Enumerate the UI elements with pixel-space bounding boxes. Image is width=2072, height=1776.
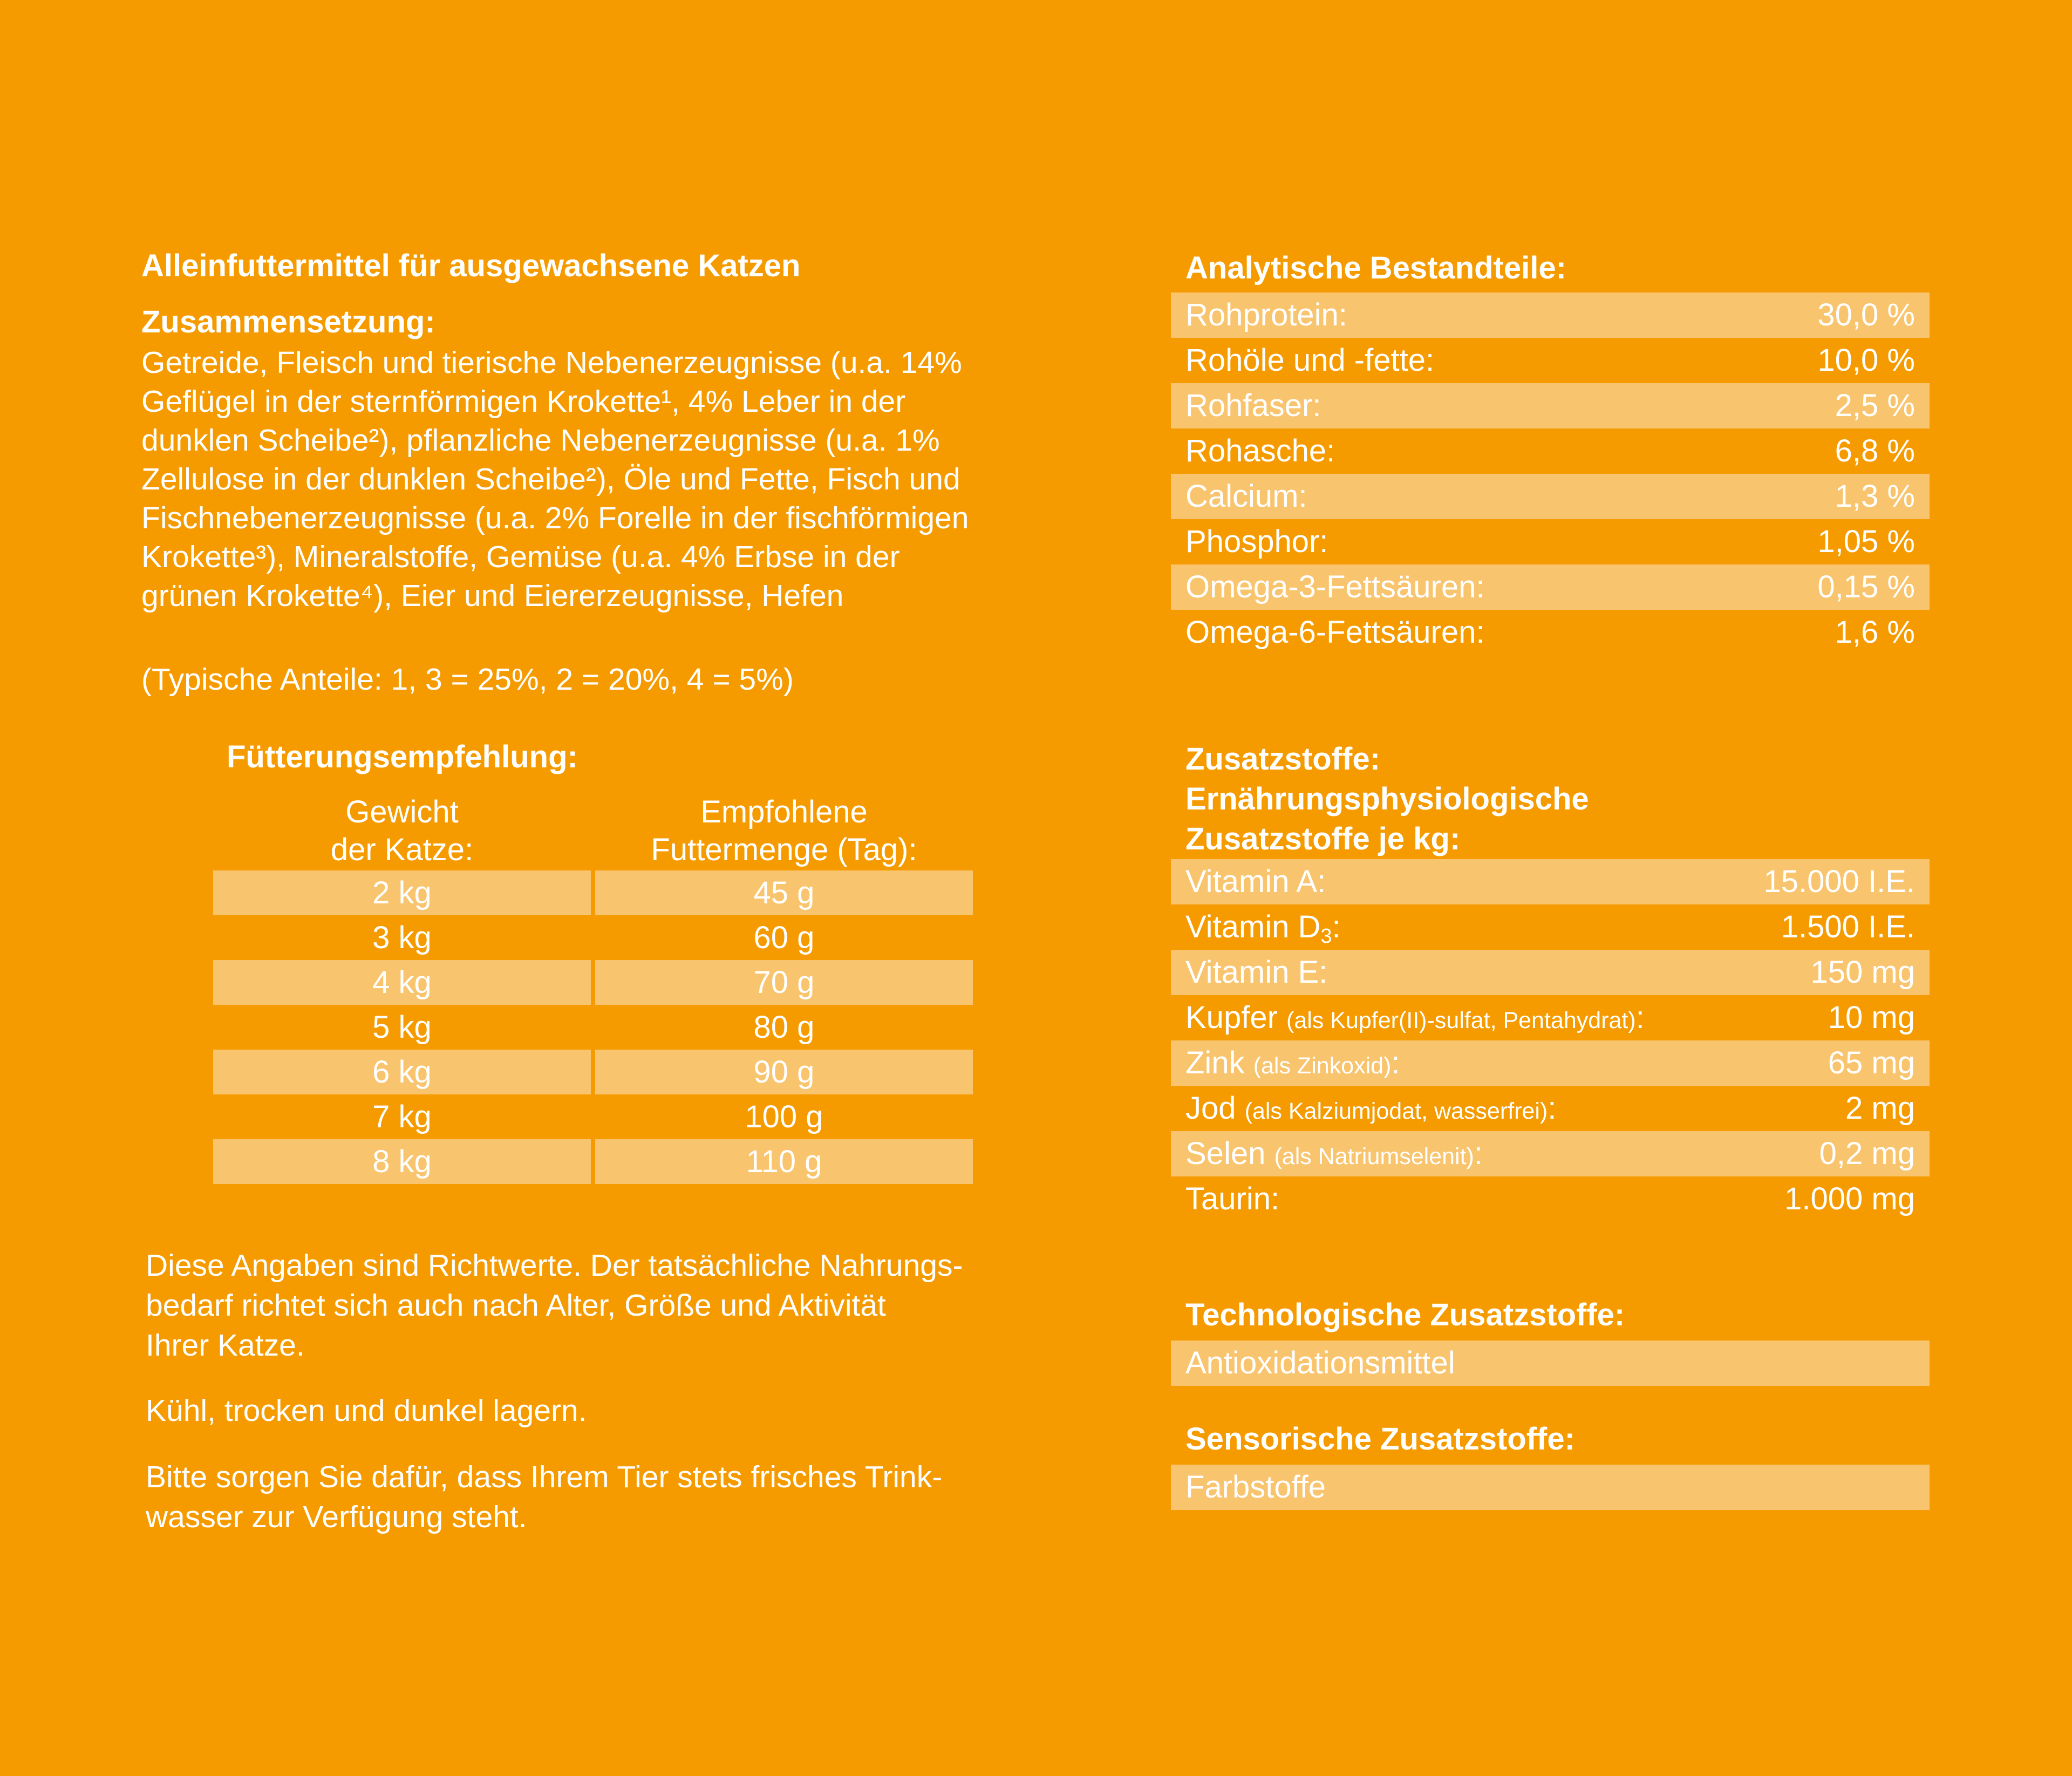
storage-note: Kühl, trocken und dunkel lagern.	[146, 1393, 587, 1428]
analytic-value: 2,5 %	[1835, 388, 1915, 423]
composition-line: Zellulose in der dunklen Scheibe²), Öle und Fette, Fisch und	[141, 462, 960, 496]
additive-label: Taurin:	[1185, 1181, 1280, 1216]
additive-value: 65 mg	[1828, 1045, 1915, 1080]
feeding-col-amount-header: Empfohlene Futtermenge (Tag):	[651, 794, 917, 867]
table-row	[213, 1139, 973, 1184]
analytic-value: 1,3 %	[1835, 479, 1915, 514]
additive-value: 15.000 I.E.	[1763, 864, 1915, 899]
table-row	[213, 915, 973, 960]
additive-value: 0,2 mg	[1819, 1136, 1915, 1171]
analytic-value: 1,05 %	[1817, 524, 1915, 559]
composition-line: Fischnebenerzeugnisse (u.a. 2% Forelle in der fischförmigen	[141, 501, 969, 535]
feeding-weight: 5 kg	[372, 1010, 432, 1045]
additive-label: Vitamin $D_3$:	[1185, 909, 1341, 948]
table-row	[1171, 995, 1930, 1040]
composition-text	[141, 343, 969, 615]
table-row	[1171, 904, 1930, 950]
analytic-label: Phosphor:	[1185, 524, 1328, 559]
water-note: Bitte sorgen Sie dafür, dass Ihrem Tier stets frisches Trink- wasser zur Verfügung steht.	[146, 1460, 943, 1534]
composition-line: Krokette³), Mineralstoffe, Gemüse (u.a. 4% Erbse in der	[141, 540, 900, 574]
feeding-amount: 100 g	[745, 1099, 823, 1134]
analytic-label: Rohprotein:	[1185, 297, 1347, 332]
analytic-heading: Analytische Bestandteile:	[1185, 250, 1566, 285]
additive-label: Vitamin A:	[1185, 864, 1326, 899]
additive-value: 10 mg	[1828, 1000, 1915, 1035]
table-row	[1171, 428, 1930, 474]
product-title: Alleinfuttermittel für ausgewachsene Katzen	[141, 248, 801, 283]
table-row	[1171, 1176, 1930, 1222]
analytic-value: 10,0 %	[1817, 343, 1915, 378]
table-row	[1171, 950, 1930, 995]
feeding-weight: 6 kg	[213, 1050, 591, 1094]
table-row	[1171, 1465, 1930, 1510]
additive-value: 1.500 I.E.	[1781, 909, 1915, 944]
table-row	[213, 1005, 973, 1050]
additive-value: 1.000 mg	[1784, 1181, 1915, 1216]
additive-label: Vitamin E:	[1185, 955, 1328, 990]
sensor-heading: Sensorische Zusatzstoffe:	[1185, 1421, 1575, 1457]
analytic-label: Calcium:	[1185, 479, 1307, 514]
table-row	[1171, 338, 1930, 383]
table-row	[213, 960, 973, 1005]
feeding-amount: 90 g	[595, 1050, 973, 1094]
feeding-col-weight-header: Gewicht der Katze:	[330, 794, 474, 867]
table-row	[1171, 1340, 1930, 1386]
analytic-value: 6,8 %	[1835, 433, 1915, 468]
additive-label: Zink (als Zinkoxid):	[1185, 1045, 1400, 1080]
tech-value: Antioxidationsmittel	[1185, 1345, 1455, 1380]
table-row	[1171, 292, 1930, 338]
analytic-label: Rohasche:	[1185, 433, 1335, 468]
composition-line: Geflügel in der sternförmigen Krokette¹, 4% Leber in der	[141, 384, 906, 419]
feeding-heading: Fütterungsempfehlung:	[227, 739, 578, 774]
table-row	[1171, 1086, 1930, 1131]
analytic-value: 1,6 %	[1835, 615, 1915, 650]
feeding-weight: 8 kg	[213, 1139, 591, 1184]
feeding-amount: 110 g	[595, 1139, 973, 1184]
table-row	[1171, 564, 1930, 610]
composition-heading: Zusammensetzung:	[141, 304, 435, 339]
table-row	[1171, 474, 1930, 519]
table-row	[213, 1094, 973, 1139]
analytic-value: 0,15 %	[1817, 569, 1915, 604]
table-row	[1171, 610, 1930, 655]
typical-shares: (Typische Anteile: 1, 3 = 25%, 2 = 20%, 4 = 5%)	[141, 662, 794, 697]
analytic-label: Omega-3-Fettsäuren:	[1185, 569, 1485, 604]
table-row	[213, 870, 973, 915]
additive-label: Jod (als Kalziumjodat, wasserfrei):	[1185, 1091, 1557, 1126]
additive-value: 2 mg	[1845, 1091, 1915, 1126]
feeding-amount: 70 g	[595, 960, 973, 1005]
table-row	[1171, 383, 1930, 428]
feeding-amount: 80 g	[753, 1010, 815, 1045]
table-row	[213, 1050, 973, 1094]
additives-heading: Zusatzstoffe: Ernährungsphysiologische Zusatzstoffe je kg:	[1185, 741, 1589, 856]
composition-line: Getreide, Fleisch und tierische Nebenerzeugnisse (u.a. 14%	[141, 345, 962, 380]
analytic-value: 30,0 %	[1817, 297, 1915, 332]
additive-label: Selen (als Natriumselenit):	[1185, 1136, 1483, 1171]
analytic-label: Rohfaser:	[1185, 388, 1321, 423]
table-row	[1171, 1131, 1930, 1176]
composition-line: grünen Krokette⁴), Eier und Eiererzeugnisse, Hefen	[141, 579, 844, 613]
analytic-label: Rohöle und -fette:	[1185, 343, 1435, 378]
feeding-weight: 3 kg	[372, 920, 432, 955]
feeding-weight: 2 kg	[213, 870, 591, 915]
table-row	[1171, 519, 1930, 564]
sensor-value: Farbstoffe	[1185, 1469, 1326, 1505]
table-row	[1171, 1040, 1930, 1086]
feeding-note: Diese Angaben sind Richtwerte. Der tatsächliche Nahrungs- bedarf richtet sich auch nach Alter, Größe und Aktivität Ihrer Katze.	[146, 1248, 963, 1363]
additive-label: Kupfer (als Kupfer(II)-sulfat, Pentahydrat):	[1185, 1000, 1645, 1035]
analytic-label: Omega-6-Fettsäuren:	[1185, 615, 1485, 650]
table-row	[1171, 859, 1930, 904]
feeding-weight: 4 kg	[213, 960, 591, 1005]
feeding-amount: 45 g	[595, 870, 973, 915]
feeding-weight: 7 kg	[372, 1099, 432, 1134]
feeding-amount: 60 g	[753, 920, 815, 955]
tech-heading: Technologische Zusatzstoffe:	[1185, 1297, 1625, 1332]
additive-value: 150 mg	[1810, 955, 1915, 990]
composition-line: dunklen Scheibe²), pflanzliche Nebenerzeugnisse (u.a. 1%	[141, 423, 940, 458]
